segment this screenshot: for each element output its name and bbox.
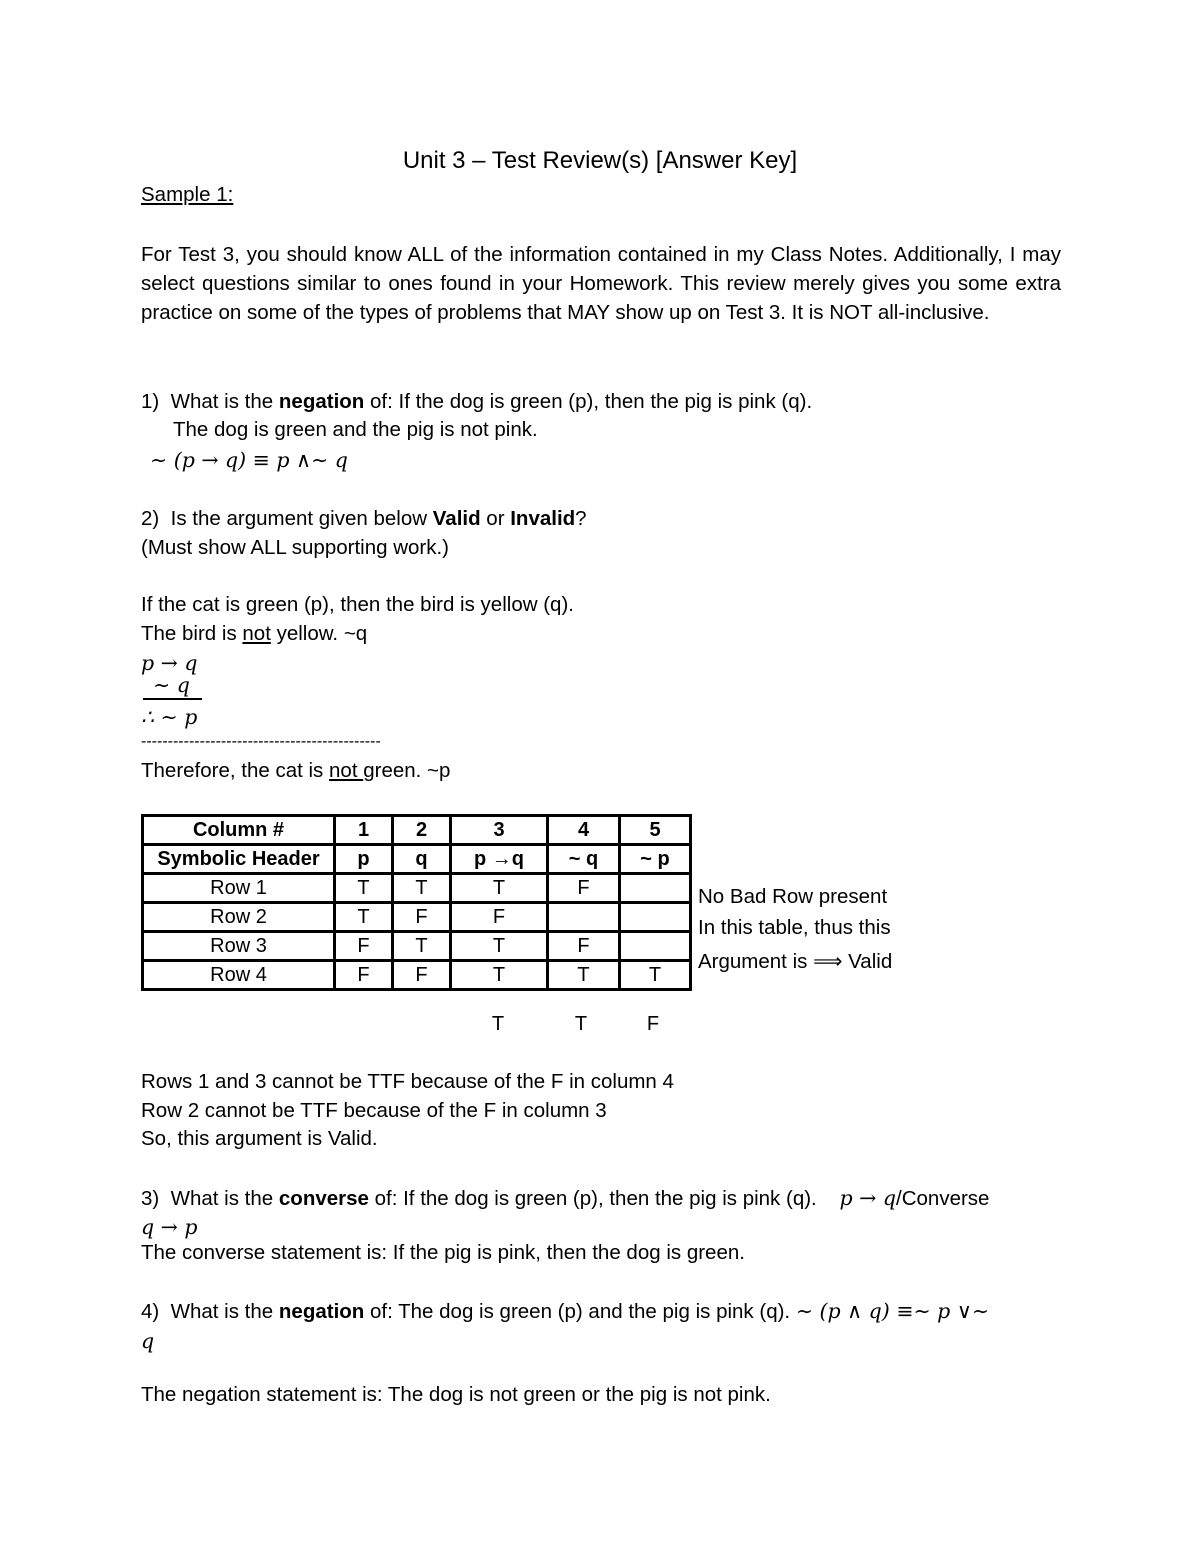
dashed-separator: --------------------------------------------- [141,733,381,750]
table-cell: T [451,932,548,961]
sample-heading: Sample 1: [141,183,234,206]
question-4 [141,1298,989,1325]
question-text: What is the [170,390,279,413]
conclusion-text: Therefore, the cat is [141,759,330,782]
side-note-line: Argument is ⟹ Valid [698,950,893,973]
question-keyword: Valid [432,507,481,530]
premise-2 [141,621,367,647]
answer-1: The dog is green and the pig is not pink. [173,418,538,441]
table-cell: F [393,903,451,932]
table-header-cell: 1 [335,816,393,845]
table-header-cell: 4 [548,816,620,845]
column-result: F [646,1013,660,1035]
table-cell: F [548,932,620,961]
table-cell [620,874,691,903]
question-keyword: converse [278,1187,369,1210]
answer-4: The negation statement is: The dog is not green or the pig is not pink. [141,1383,771,1406]
question-keyword: negation [278,1300,365,1323]
question-keyword: Invalid [510,507,576,530]
symbolic-premise-2: ∼ q [153,673,190,697]
table-cell: F [335,932,393,961]
question-text: ? [575,507,587,530]
symbolic-1: ∼ (p → q) ≡ p ∧∼ q [150,448,348,472]
argument-divider [143,698,202,700]
question-1 [141,389,812,415]
question-3 [141,1185,989,1212]
intro-paragraph: For Test 3, you should know ALL of the information contained in my Class Notes. Additionally, I may select questions similar to ones found in your Homework. This review merely gives you some extra practice on some of the types of problems that MAY show up on Test 3. It is NOT all-inclusive. [141,243,1061,324]
table-row [143,932,691,961]
side-note-line: No Bad Row present [698,885,888,908]
symbolic-inline: p → q [839,1186,897,1210]
table-cell: T [548,961,620,990]
page-title: Unit 3 – Test Review(s) [Answer Key] [402,147,798,174]
explanation-line: Row 2 cannot be TTF because of the F in column 3 [141,1099,607,1122]
table-cell: T [451,961,548,990]
side-note-line: In this table, thus this [698,916,891,939]
table-cell: Row 3 [143,932,335,961]
symbolic-negation: q [141,1329,155,1353]
question-number: 1) [141,390,160,413]
question-text: of: The dog is green (p) and the pig is pink (q). [364,1300,796,1323]
table-header-cell: 2 [393,816,451,845]
table-header-cell: q [393,845,451,874]
question-text: of: If the dog is green (p), then the pig is pink (q). [364,390,813,413]
table-cell: T [335,874,393,903]
symbolic-premise-1: p → q [141,651,198,675]
table-cell: T [393,874,451,903]
table-cell: F [548,874,620,903]
question-text: What is the [170,1300,279,1323]
table-header-cell: 3 [451,816,548,845]
premise-text: The bird is [141,622,243,645]
table-header-cell: 5 [620,816,691,845]
question-number: 2) [141,507,160,530]
question-2 [141,506,587,532]
table-cell [620,903,691,932]
answer-3: The converse statement is: If the pig is pink, then the dog is green. [141,1241,745,1264]
premise-text: yellow. ~q [270,622,368,645]
table-cell: Row 4 [143,961,335,990]
table-cell: T [620,961,691,990]
column-result: T [574,1013,588,1035]
question-text: or [480,507,511,530]
explanation-line: So, this argument is Valid. [141,1127,378,1150]
question-text: What is the [170,1187,279,1210]
premise-1: If the cat is green (p), then the bird is yellow (q). [141,593,574,616]
question-text: Is the argument given below [170,507,433,530]
question-number: 3) [141,1187,160,1210]
table-cell: T [451,874,548,903]
converse-label: /Converse [896,1187,990,1210]
conclusion-text: green. ~p [363,759,451,782]
symbolic-converse: q → p [141,1215,198,1239]
table-row [143,874,691,903]
symbolic-conclusion: ∴ ∼ p [141,705,198,729]
table-cell [548,903,620,932]
table-cell: F [335,961,393,990]
conclusion [141,758,450,784]
premise-emphasis: not [242,622,271,645]
question-text: of: If the dog is green (p), then the pig is pink (q). [368,1187,817,1210]
explanation-line: Rows 1 and 3 cannot be TTF because of the F in column 4 [141,1070,674,1093]
table-row [143,903,691,932]
symbolic-inline: ∼ (p ∧ q) ≡∼ p ∨∼ [795,1299,990,1323]
table-cell: F [393,961,451,990]
table-header-cell: Symbolic Header [143,845,335,874]
table-header-cell: ~ p [620,845,691,874]
table-header-cell: p →q [451,845,548,874]
table-cell: Row 1 [143,874,335,903]
question-keyword: negation [278,390,365,413]
question-number: 4) [141,1300,160,1323]
column-result: T [491,1013,505,1035]
table-header-row [143,845,691,874]
table-cell: T [393,932,451,961]
table-header-cell: ~ q [548,845,620,874]
table-header-row [143,816,691,845]
table-cell [620,932,691,961]
table-cell: T [335,903,393,932]
table-row [143,961,691,990]
question-2-note: (Must show ALL supporting work.) [141,536,450,559]
table-header-cell: Column # [143,816,335,845]
table-header-cell: p [335,845,393,874]
conclusion-emphasis: not [329,759,364,782]
table-cell: F [451,903,548,932]
truth-table [141,814,692,991]
table-cell: Row 2 [143,903,335,932]
